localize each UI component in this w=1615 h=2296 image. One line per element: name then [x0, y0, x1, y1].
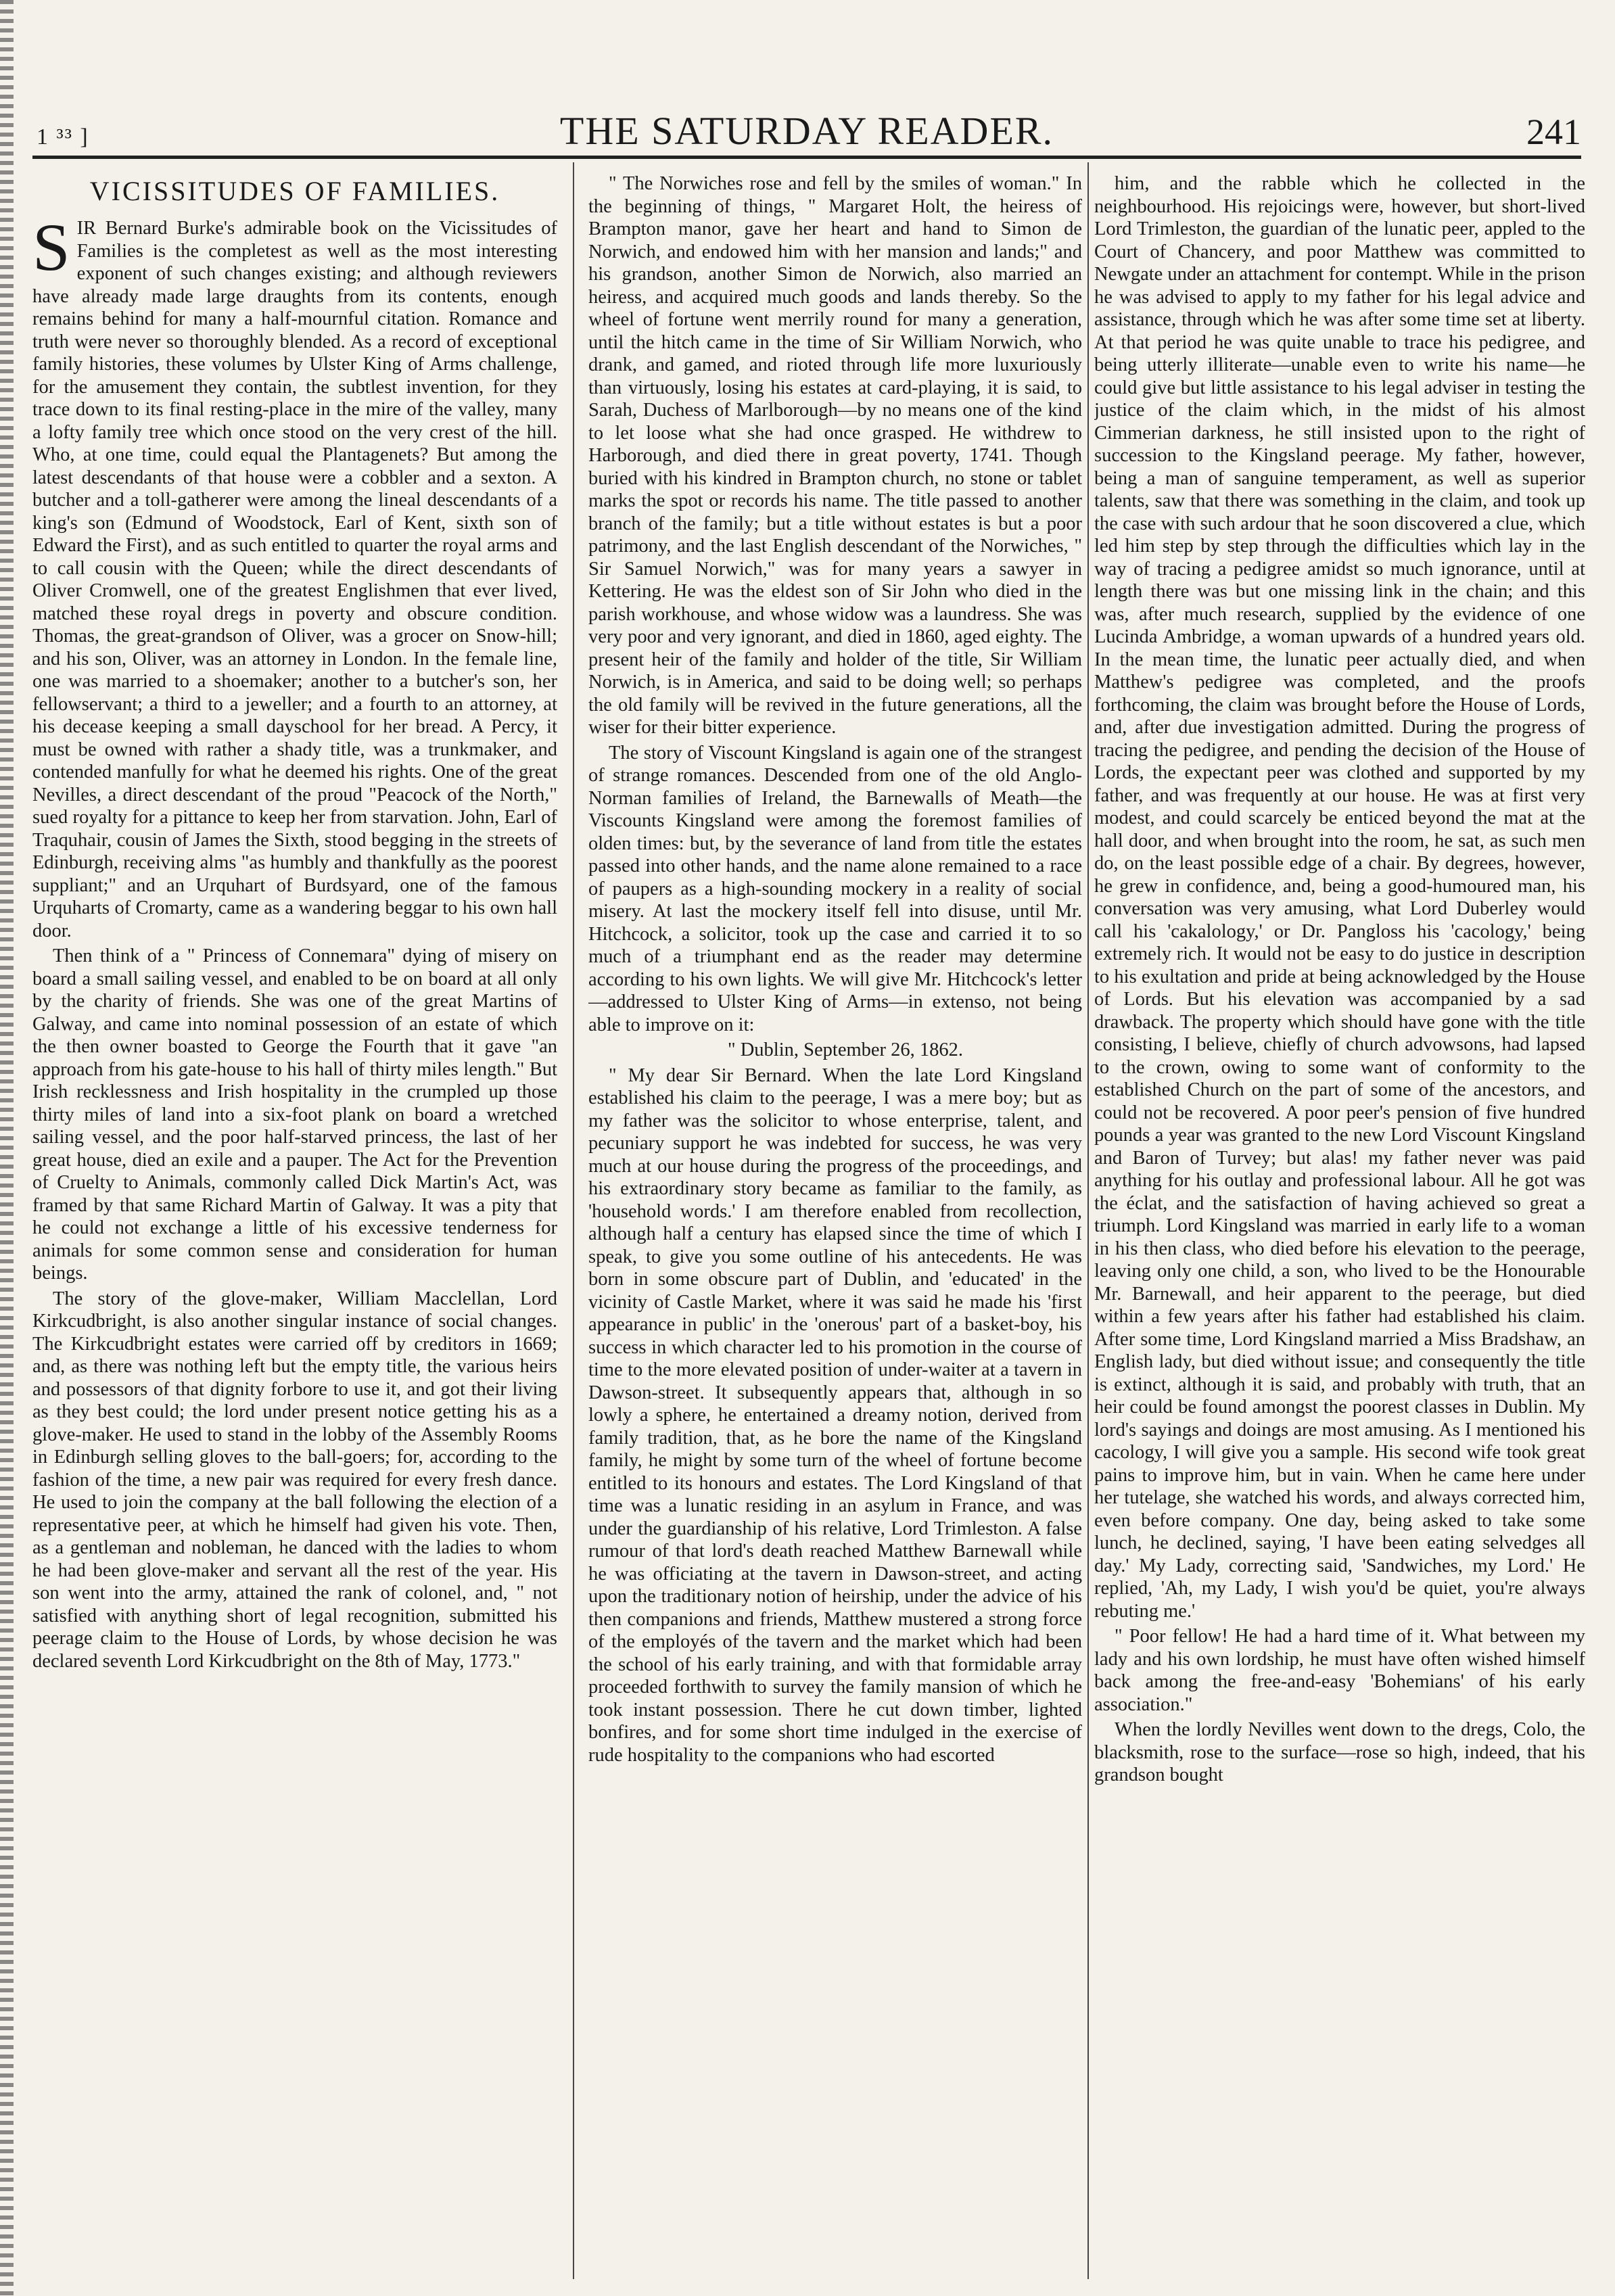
column-rule-2 [1087, 162, 1089, 2279]
page-edge-binding [0, 0, 14, 2296]
page-number: 241 [1526, 112, 1581, 152]
paragraph: The story of the glove-maker, William Macclellan, Lord Kirkcudbright, is also another singular instance of social changes. The Kirkcudbright estates were carried off by creditors in 1669; and, as there was nothing left but the empty title, the various heirs and possessors of that dignity forbore to use it, and got their living as they best could; the lord under present notice getting his as a glove-maker. He used to stand in the lobby of the Assembly Rooms in Edinburgh selling gloves to the ball-goers; for, according to the fashion of the time, a new pair was required for every fresh dance. He used to join the company at the ball following the election of a representative peer, at which he himself had given his vote. Then, as a gentleman and nobleman, he danced with the ladies to whom he had been glove-maker and servant all the rest of the year. His son went into the army, attained the rank of colonel, and, " not satisfied with anything short of legal recognition, submitted his peerage claim to the House of Lords, by whose decision he was declared seventh Lord Kirkcudbright on the 8th of May, 1773." [32, 1288, 557, 1672]
letter-dateline: " Dublin, September 26, 1862. [727, 1039, 964, 1060]
header-rule [32, 156, 1581, 159]
paragraph-text: IR Bernard Burke's admirable book on the Vicissitudes of Families is the completest as well as the most interesting exponent of such changes existing; and although reviewers have already made large draughts from its contents, enough remains behind for many a half-mournful citation. Romance and truth were never so thoroughly blended. As a record of exceptional family histories, these volumes by Ulster King of Arms challenge, for the amusement they contain, the subtlest invention, for they trace down to its final resting-place in the mire of the valley, many a lofty family tree which once stood on the very crest of the hill. Who, at one time, could equal the Plantagenets? But among the latest descendants of that house were a cobbler and a sexton. A butcher and a toll-gatherer were among the lineal descendants of a king's son (Edmund of Woodstock, Earl of Kent, sixth son of Edward the First), and as such entitled to quarter the royal arms and to call cousin with the Queen; while the direct descendants of Oliver Cromwell, one of the greatest Englishmen that ever lived, matched these royal dregs in poverty and obscure condition. Thomas, the great-grandson of Oliver, was a grocer on Snow-hill; and his son, Oliver, was an attorney in London. In the female line, one was married to a shoemaker; another to a butcher's son, her fellowservant; a third to a jeweller; and a fourth to an attorney, at his decease keeping a small dayschool for her bread. A Percy, it must be owned with rather a shady title, was a trunkmaker, and contended manfully for what he deemed his rights. One of the great Nevilles, a direct descendant of the proud "Peacock of the North," sued royalty for a pittance to keep her from starvation. John, Earl of Traquhair, cousin of James the Sixth, stood begging in the streets of Edinburgh, receiving alms "as humbly and thankfully as the poorest suppliant;" and an Urquhart of Burdsyard, one of the famous Urquharts of Cromarty, came as a wandering beggar to his own hall door. [32, 218, 557, 941]
article-title: VICISSITUDES OF FAMILIES. [89, 176, 500, 206]
paragraph: " The Norwiches rose and fell by the smiles of woman." In the beginning of things, " Margaret Holt, the heiress of Brampton manor, gave her heart and hand to Simon de Norwich, and endowed him with her mansion and lands;" and his grandson, another Simon de Norwich, also married an heiress, and acquired much goods and lands thereby. So the wheel of fortune went merrily round for many a generation, until the hitch came in the time of Sir William Norwich, who drank, and gamed, and rioted through life more luxuriously than virtuously, losing his estates at card-playing, it is said, to Sarah, Duchess of Marlborough—by no means one of the kind to let loose what she had once grasped. He withdrew to Harborough, and died there in great poverty, 1741. Though buried with his kindred in Brampton church, no stone or tablet marks the spot or records his name. The title passed to another branch of the family; but a title without estates is but a poor patrimony, and the last English descendant of the Norwiches, " Sir Samuel Norwich," was for many years a sawyer in Kettering. He was the eldest son of Sir John who died in the parish workhouse, and whose widow was a laundress. She was very poor and very ignorant, and died in 1860, aged eighty. The present heir of the family and holder of the title, Sir William Norwich, is in America, and said to be doing well; so perhaps the old family will be revived in the future generations, all the wiser for their bitter experience. [588, 173, 1082, 738]
publication-title: THE SATURDAY READER. [559, 109, 1054, 153]
paragraph: him, and the rabble which he collected in the neighbourhood. His rejoicings were, however, but short-lived Lord Trimleston, the guardian of the lunatic peer, appled to the Court of Chancery, and poor Matthew was committed to Newgate under an attachment for contempt. While in the prison he was advised to apply to my father for his legal advice and assistance, through which he was after some time set at liberty. At that period he was quite unable to trace his pedigree, and being utterly illiterate—unable even to write his name—he could give but little assistance to his legal adviser in testing the justice of the claim which, in the midst of his almost Cimmerian darkness, he still insisted upon to the right of succession to the Kingsland peerage. My father, however, being a man of sanguine temperament, as well as superior talents, saw that there was something in the claim, and took up the case with such ardour that he soon discovered a clue, which led him step by step through the difficulties which lay in the way of tracing a pedigree amidst so much ignorance, until at length there was but one missing link in the chain; and this was, after much research, supplied by the evidence of one Lucinda Ambridge, a woman upwards of a hundred years old. In the mean time, the lunatic peer actually died, and when Matthew's pedigree was completed, and the proofs forthcoming, the claim was brought before the House of Lords, and, after due investigation admitted. During the progress of tracing the pedigree, and pending the decision of the House of Lords, the expectant peer was clothed and supported by my father, and was frequently at our house. He was at first very modest, and could scarcely be enticed beyond the mat at the hall door, and when brought into the room, he sat, as such men do, on the least possible edge of a chair. By degrees, however, he grew in confidence, and, being a good-humoured man, his conversation was very amusing, what Lord Duberley would call his 'cakalology,' or Dr. Pangloss his 'cacology,' being extremely rich. It would not be easy to do justice in description to his exultation and pride at being acknowledged by the House of Lords. But his elevation was accompanied by a sad drawback. The property which should have gone with the title consisting, I believe, chiefly of church advowsons, had lapsed to the crown, owing to some want of conformity to the established Church on the part of some of the ancestors, and could not be recovered. A poor peer's pension of five hundred pounds a year was granted to the new Lord Viscount Kingsland and Baron of Turvey; but alas! my father never was paid anything for his outlay and professional labour. All he got was the éclat, and the satisfaction of having achieved so great a triumph. Lord Kingsland was married in early life to a woman in his then class, who died before his elevation to the peerage, leaving only one child, a son, who lived to be the Honourable Mr. Barnewall, and heir apparent to the peerage, but died within a few years after his father had established his claim. After some time, Lord Kingsland married a Miss Bradshaw, an English lady, but died without issue; and consequently the title is extinct, although it is said, and probably with truth, that an heir could be found amongst the poorest classes in Dublin. My lord's sayings and doings are most amusing. As I mentioned his cacology, I will give you a sample. His second wife took great pains to improve him, but in vain. When he came here under her tutelage, she watched his words, and always corrected him, even before company. One day, being asked to take some lunch, he declined, saying, 'I have been eating selvedges all day.' My Lady, correcting said, 'Sandwiches, my Lord.' He replied, 'Ah, my Lady, I wish you'd be quiet, you're always rebuting me.' [1094, 173, 1585, 1622]
paragraph: Then think of a " Princess of Connemara" dying of misery on board a small sailing vessel, and enabled to be on board at all only by the charity of friends. She was one of the great Martins of Galway, and came into nominal possession of an estate of which the then owner boasted to George the Fourth that it gave "an approach from his gate-house to his hall of thirty miles length." But Irish recklessness and Irish hospitality in the crumpled up those thirty miles of land into a six-foot plank on board a wretched sailing vessel, and the poor half-starved princess, the last of her great house, died an exile and a pauper. The Act for the Prevention of Cruelty to Animals, commonly called Dick Martin's Act, was framed by that same Richard Martin of Galway. It was a pity that he could not exchange a little of his excessive tenderness for animals for some common sense and consideration for human beings. [32, 945, 557, 1284]
column-1 [32, 172, 557, 2282]
paragraph: The story of Viscount Kingsland is again one of the strangest of strange romances. Descended from one of the old Anglo-Norman families of Ireland, the Barnewalls of Meath—the Viscounts Kingsland were among the foremost families of olden times: but, by the severance of land from title the estates passed into other hands, and the name alone remained to a race of paupers as a high-sounding mockery in a reality of social misery. At last the mockery itself fell into disuse, until Mr. Hitchcock, a solicitor, took up the case and carried it to so much of a triumphant end as the reader may determine according to his own lights. We will give Mr. Hitchcock's letter—addressed to Ulster King of Arms—in extenso, not being able to improve on it: [588, 742, 1082, 1035]
column-3 [1094, 172, 1585, 2282]
header-issue-mark: 1 ³³ ] [37, 124, 89, 149]
page-header [32, 108, 1581, 153]
column-rule-1 [573, 162, 574, 2279]
paragraph: When the lordly Nevilles went down to the dregs, Colo, the blacksmith, rose to the surface—rose so high, indeed, that his grandson bought [1094, 1719, 1585, 1785]
column-2 [588, 172, 1082, 2282]
paragraph: " My dear Sir Bernard. When the late Lord Kingsland established his claim to the peerage, I was a mere boy; but as my father was the solicitor to whose enterprise, talent, and pecuniary support he was indebted for success, he was very much at our house during the progress of the proceedings, and his extraordinary story became as familiar to the family, as 'household words.' I am therefore enabled from recollection, although half a century has elapsed since the time of which I speak, to give you some outline of his antecedents. He was born in some obscure part of Dublin, and 'educated' in the vicinity of Castle Market, where it was said he made his 'first appearance in public' in the 'onerous' part of a basket-boy, his success in which character led to his promotion in the course of time to the more elevated position of under-waiter at a tavern in Dawson-street. It subsequently appears that, although in so lowly a sphere, he entertained a dreamy notion, derived from family tradition, that, as he bore the name of the Kingsland family, he might by some turn of the wheel of fortune become entitled to its honours and estates. The Lord Kingsland of that time was a lunatic residing in an asylum in France, and was under the guardianship of his relative, Lord Trimleston. A false rumour of that lord's death reached Matthew Barnewall while he was officiating at the tavern in Dawson-street, and acting upon the traditionary notion of heirship, under the advice of his then companions and friends, Matthew mustered a strong force of the employés of the tavern and the market which had been the school of his early training, and with that formidable array proceeded forthwith to survey the family mansion of which he took instant possession. There he cut down timber, lighted bonfires, and for some short time indulged in the exercise of rude hospitality to the companions who had escorted [588, 1064, 1082, 1766]
paragraph: " Poor fellow! He had a hard time of it. What between my lady and his own lordship, he must have often wished himself back among the free-and-easy 'Bohemians' of his early association." [1094, 1626, 1585, 1715]
drop-cap: S [32, 210, 70, 285]
paragraph [32, 210, 557, 942]
